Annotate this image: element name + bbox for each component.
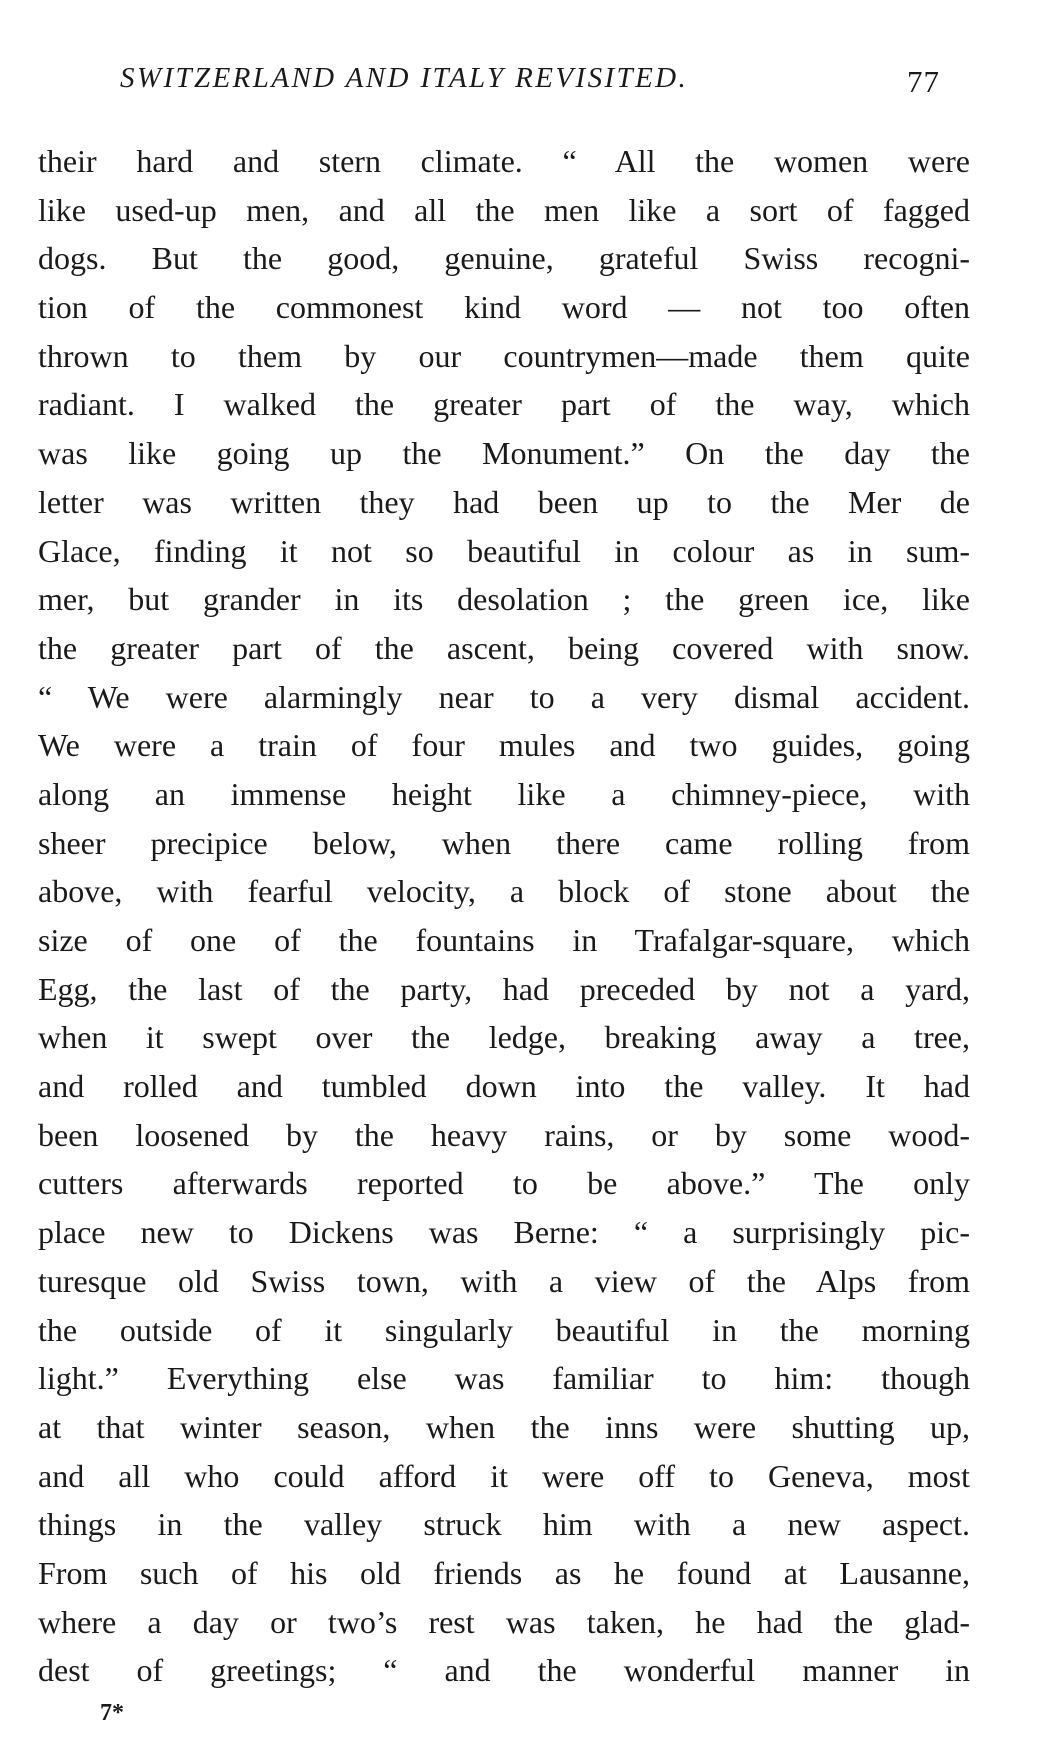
text-line: the outside of it singularly beautiful in the morning (38, 1311, 970, 1348)
text-line: their hard and stern climate. “ All the women were (38, 143, 970, 179)
text-line: Glace, finding it not so beautiful in colour as in sum- (38, 532, 970, 569)
running-head (120, 58, 940, 108)
text-line: dest of greetings; “ and the wonderful manner in (38, 1652, 970, 1689)
text-line: size of one of the fountains in Trafalgar-square, which (38, 922, 970, 958)
signature-mark: 7* (100, 1700, 124, 1726)
text-line: light.” Everything else was familiar to him: though (38, 1360, 970, 1397)
text-line: turesque old Swiss town, with a view of the Alps from (38, 1262, 970, 1299)
text-line: like used-up men, and all the men like a sort of fagged (38, 191, 970, 228)
text-line: and rolled and tumbled down into the valley. It had (38, 1068, 970, 1105)
text-line: thrown to them by our countrymen—made them quite (38, 337, 970, 374)
running-title: SWITZERLAND AND ITALY REVISITED. (120, 62, 689, 94)
text-line: above, with fearful velocity, a block of stone about the (38, 873, 970, 910)
text-line: things in the valley struck him with a new aspect. (38, 1506, 970, 1543)
text-line: “ We were alarmingly near to a very dismal accident. (38, 678, 970, 715)
text-line: tion of the commonest kind word — not too often (38, 289, 970, 326)
text-line: radiant. I walked the greater part of the way, which (38, 386, 970, 423)
text-line: sheer precipice below, when there came rolling from (38, 824, 970, 861)
text-line: place new to Dickens was Berne: “ a surprisingly pic- (38, 1214, 970, 1251)
body-text (38, 137, 970, 1695)
text-line: where a day or two’s rest was taken, he had the glad- (38, 1603, 970, 1640)
text-line: was like going up the Monument.” On the day the (38, 435, 970, 472)
text-line: when it swept over the ledge, breaking away a tree, (38, 1019, 970, 1056)
text-line: the greater part of the ascent, being covered with snow. (38, 629, 970, 666)
text-line: along an immense height like a chimney-piece, with (38, 775, 970, 812)
text-line: dogs. But the good, genuine, grateful Swiss recogni- (38, 240, 970, 277)
text-line: mer, but grander in its desolation ; the green ice, like (38, 581, 970, 618)
text-line: letter was written they had been up to the Mer de (38, 483, 970, 520)
text-line: at that winter season, when the inns were shutting up, (38, 1408, 970, 1445)
text-line: and all who could afford it were off to Geneva, most (38, 1457, 970, 1494)
text-line: We were a train of four mules and two guides, going (38, 727, 970, 764)
page-number: 77 (907, 64, 940, 99)
text-line: cutters afterwards reported to be above.” The only (38, 1165, 970, 1202)
text-line: From such of his old friends as he found at Lausanne, (38, 1554, 970, 1591)
text-line: been loosened by the heavy rains, or by some wood- (38, 1116, 970, 1153)
text-line: Egg, the last of the party, had preceded by not a yard, (38, 970, 970, 1007)
